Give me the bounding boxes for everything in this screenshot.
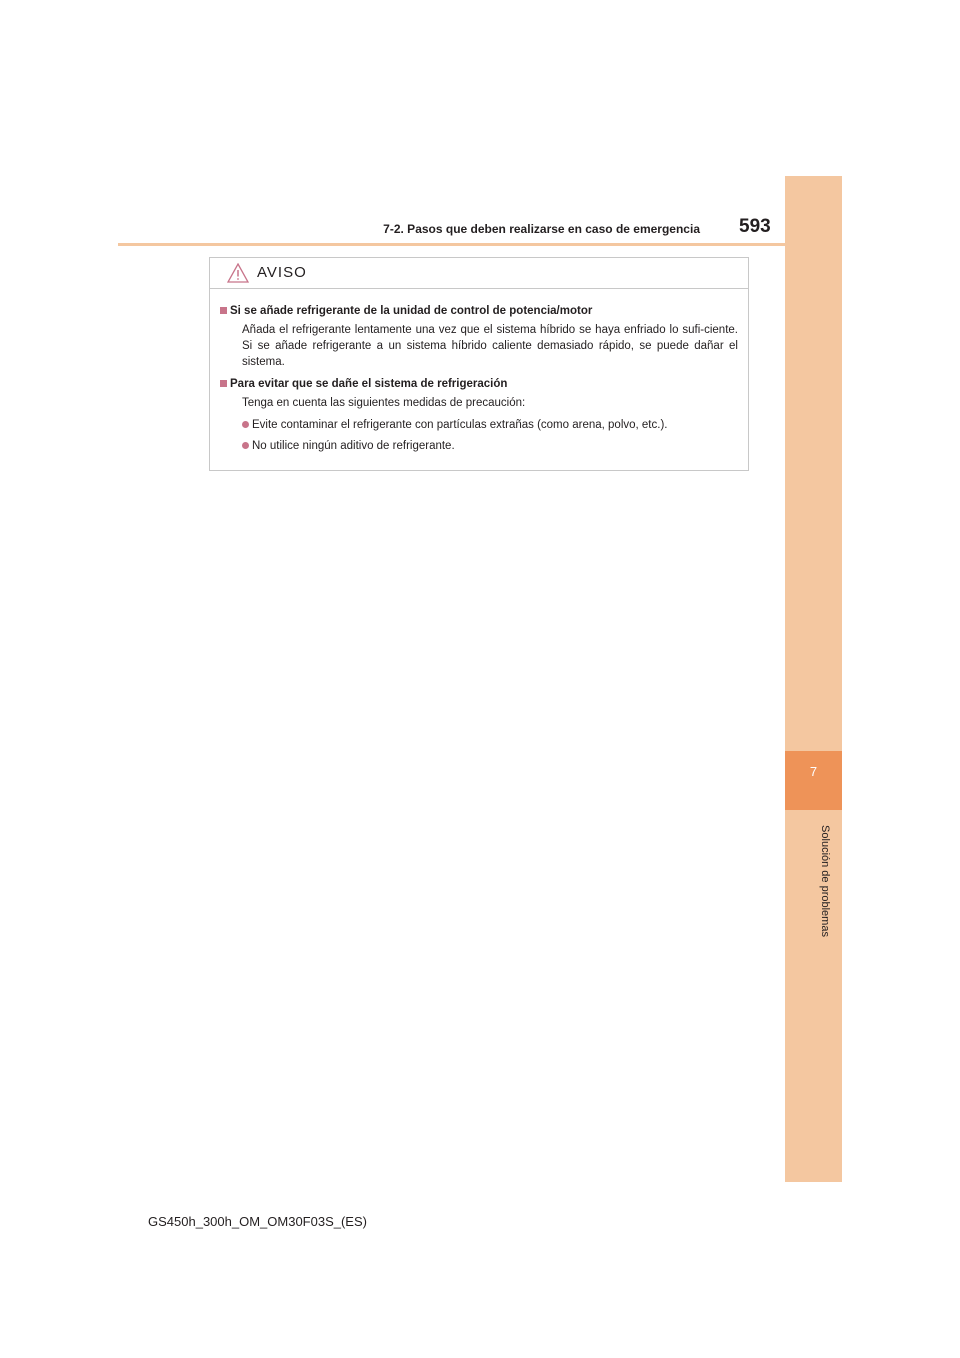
warning-sub-item-text: Evite contaminar el refrigerante con partículas extrañas (como arena, polvo, etc.). [252,419,668,431]
warning-box [209,257,749,471]
chapter-side-tab [785,176,842,1182]
warning-item-heading [220,303,738,319]
dot-bullet-icon [242,421,249,428]
chapter-tab-active[interactable] [785,751,842,810]
warning-item-text: Tenga en cuenta las siguientes medidas de precaución: [242,397,526,409]
page-number: 593 [739,216,771,237]
warning-item-text: Añada el refrigerante lentamente una vez que el sistema híbrido se haya enfriado lo sufi-ciente. Si se añade refrigerante a un sistema híbrido caliente demasiado rápido, se puede dañar el sistema. [242,324,738,368]
square-bullet-icon [220,307,227,314]
footer-document-code: GS450h_300h_OM_OM30F03S_(ES) [148,1214,367,1229]
dot-bullet-icon [242,442,249,449]
warning-item-heading [220,376,738,392]
warning-header [210,258,748,289]
warning-triangle-icon [227,263,249,283]
warning-sub-item [220,438,738,454]
warning-sub-item-text: No utilice ningún aditivo de refrigerante. [252,440,455,452]
warning-item-heading-text: Para evitar que se dañe el sistema de refrigeración [230,378,508,390]
warning-title: AVISO [257,264,307,281]
header-divider [118,243,842,246]
square-bullet-icon [220,380,227,387]
chapter-number: 7 [809,764,818,779]
warning-body [210,289,748,454]
section-title: 7-2. Pasos que deben realizarse en caso de emergencia [383,222,700,236]
chapter-title: Solución de problemas [819,825,831,937]
warning-item-heading-text: Si se añade refrigerante de la unidad de control de potencia/motor [230,305,593,317]
warning-sub-item [220,417,738,433]
